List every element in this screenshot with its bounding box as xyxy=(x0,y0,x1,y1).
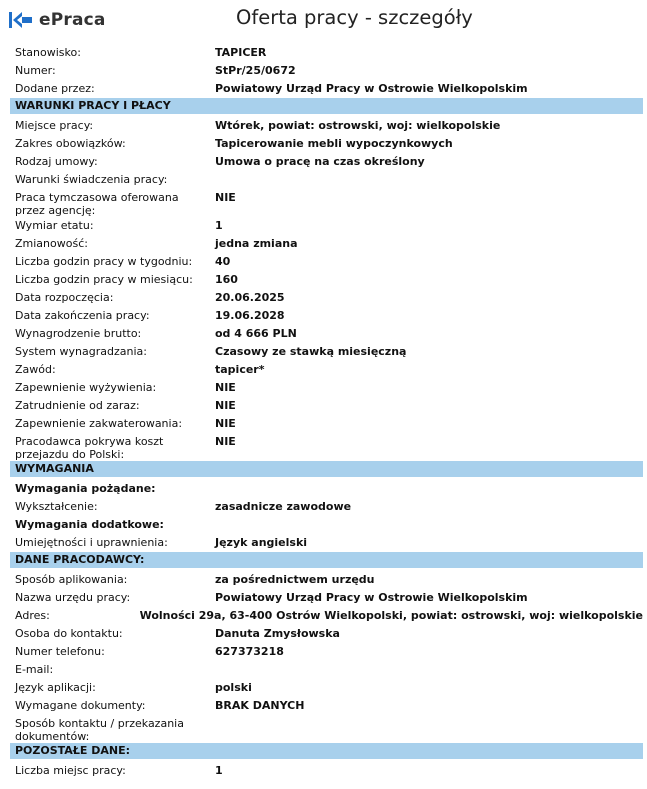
detail-label: Umiejętności i uprawnienia: xyxy=(15,536,168,549)
detail-value xyxy=(207,660,643,665)
detail-value: Danuta Zmysłowska xyxy=(215,627,340,640)
detail-value: Powiatowy Urząd Pracy w Ostrowie Wielkopolskim xyxy=(215,591,528,604)
detail-label: E-mail: xyxy=(15,663,54,676)
section-header-wymagania: WYMAGANIA xyxy=(10,461,643,477)
detail-value: StPr/25/0672 xyxy=(215,64,296,77)
detail-label: System wynagradzania: xyxy=(15,345,147,358)
detail-value: jedna zmiana xyxy=(215,237,298,250)
detail-value: 19.06.2028 xyxy=(215,309,285,322)
detail-row xyxy=(10,378,643,396)
detail-row xyxy=(10,288,643,306)
logo-text: ePraca xyxy=(39,10,106,30)
subheading-wymagania-pozadane xyxy=(10,479,643,497)
detail-row-stanowisko xyxy=(10,43,643,61)
offer-details xyxy=(10,43,643,779)
detail-row xyxy=(10,134,643,152)
detail-row xyxy=(10,606,643,624)
detail-row xyxy=(10,360,643,378)
detail-value: Tapicerowanie mebli wypoczynkowych xyxy=(215,137,453,150)
section-header-warunki: WARUNKI PRACY I PŁACY xyxy=(10,98,643,114)
detail-row xyxy=(10,170,643,188)
detail-value xyxy=(207,714,643,719)
detail-label: Zmianowość: xyxy=(15,237,88,250)
epraca-logo[interactable] xyxy=(8,8,106,32)
detail-row xyxy=(10,660,643,678)
detail-label: Zapewnienie zakwaterowania: xyxy=(15,417,183,430)
page-header xyxy=(0,0,647,40)
detail-row-dodane-przez xyxy=(10,79,643,97)
detail-label: Nazwa urzędu pracy: xyxy=(15,591,131,604)
detail-label: Adres: xyxy=(15,609,50,622)
detail-label: Warunki świadczenia pracy: xyxy=(15,173,168,186)
detail-value: Czasowy ze stawką miesięczną xyxy=(215,345,407,358)
detail-label: Zapewnienie wyżywienia: xyxy=(15,381,157,394)
page-title: Oferta pracy - szczegóły xyxy=(236,6,473,29)
subheading-wymagania-dodatkowe xyxy=(10,515,643,533)
detail-label: Sposób kontaktu / przekazania dokumentów: xyxy=(15,717,184,743)
detail-value: NIE xyxy=(215,381,236,394)
detail-row xyxy=(10,761,643,779)
detail-row xyxy=(10,188,643,216)
detail-row xyxy=(10,270,643,288)
detail-row xyxy=(10,396,643,414)
detail-value: Powiatowy Urząd Pracy w Ostrowie Wielkopolskim xyxy=(215,82,528,95)
detail-label: Liczba godzin pracy w miesiącu: xyxy=(15,273,193,286)
detail-label: Numer telefonu: xyxy=(15,645,105,658)
detail-label: Wykształcenie: xyxy=(15,500,98,513)
detail-label: Data zakończenia pracy: xyxy=(15,309,150,322)
detail-row xyxy=(10,696,643,714)
detail-value: Umowa o pracę na czas określony xyxy=(215,155,425,168)
detail-value: 627373218 xyxy=(215,645,284,658)
detail-value xyxy=(207,170,643,175)
section-header-dane-pracodawcy: DANE PRACODAWCY: xyxy=(10,552,643,568)
detail-row xyxy=(10,678,643,696)
detail-value: BRAK DANYCH xyxy=(215,699,305,712)
detail-row xyxy=(10,306,643,324)
detail-label: Numer: xyxy=(15,64,56,77)
detail-value: 40 xyxy=(215,255,231,268)
subheading-label: Wymagania dodatkowe: xyxy=(15,518,164,531)
detail-value: Język angielski xyxy=(215,536,308,549)
detail-label: Sposób aplikowania: xyxy=(15,573,128,586)
subheading-label: Wymagania pożądane: xyxy=(15,482,156,495)
detail-label: Osoba do kontaktu: xyxy=(15,627,123,640)
detail-row xyxy=(10,588,643,606)
detail-row xyxy=(10,533,643,551)
detail-value: NIE xyxy=(215,191,236,204)
detail-value: za pośrednictwem urzędu xyxy=(215,573,375,586)
detail-row xyxy=(10,116,643,134)
detail-row xyxy=(10,324,643,342)
detail-row xyxy=(10,342,643,360)
section-header-pozostale: POZOSTAŁE DANE: xyxy=(10,743,643,759)
detail-row xyxy=(10,252,643,270)
detail-label: Liczba miejsc pracy: xyxy=(15,764,126,777)
detail-label: Rodzaj umowy: xyxy=(15,155,98,168)
detail-value: NIE xyxy=(215,435,236,448)
detail-row xyxy=(10,432,643,460)
detail-label: Pracodawca pokrywa koszt przejazdu do Polski: xyxy=(15,435,164,461)
detail-label: Język aplikacji: xyxy=(15,681,96,694)
detail-value: zasadnicze zawodowe xyxy=(215,500,352,513)
detail-value: tapicer* xyxy=(215,363,265,376)
detail-label: Zawód: xyxy=(15,363,56,376)
detail-row xyxy=(10,570,643,588)
detail-row xyxy=(10,642,643,660)
detail-value: polski xyxy=(215,681,252,694)
detail-value: NIE xyxy=(215,399,236,412)
detail-row xyxy=(10,152,643,170)
detail-row-numer xyxy=(10,61,643,79)
detail-label: Miejsce pracy: xyxy=(15,119,94,132)
detail-label: Data rozpoczęcia: xyxy=(15,291,114,304)
detail-label: Liczba godzin pracy w tygodniu: xyxy=(15,255,193,268)
detail-label: Praca tymczasowa oferowana przez agencję: xyxy=(15,191,179,217)
detail-value: TAPICER xyxy=(215,46,267,59)
detail-row xyxy=(10,414,643,432)
detail-row xyxy=(10,714,643,742)
detail-label: Zakres obowiązków: xyxy=(15,137,126,150)
detail-label: Wymiar etatu: xyxy=(15,219,94,232)
detail-value: Wtórek, powiat: ostrowski, woj: wielkopolskie xyxy=(215,119,501,132)
detail-row xyxy=(10,234,643,252)
detail-value: 160 xyxy=(215,273,238,286)
detail-value: od 4 666 PLN xyxy=(215,327,297,340)
detail-row xyxy=(10,624,643,642)
detail-value: 1 xyxy=(215,764,223,777)
detail-label: Stanowisko: xyxy=(15,46,81,59)
detail-row xyxy=(10,497,643,515)
detail-label: Wymagane dokumenty: xyxy=(15,699,146,712)
epraca-logo-icon xyxy=(8,9,34,31)
detail-row xyxy=(10,216,643,234)
detail-value: NIE xyxy=(215,417,236,430)
detail-label: Dodane przez: xyxy=(15,82,95,95)
detail-label: Wynagrodzenie brutto: xyxy=(15,327,142,340)
detail-value: Wolności 29a, 63-400 Ostrów Wielkopolski, powiat: ostrowski, woj: wielkopolskie xyxy=(139,609,643,622)
detail-value: 20.06.2025 xyxy=(215,291,285,304)
detail-value: 1 xyxy=(215,219,223,232)
detail-label: Zatrudnienie od zaraz: xyxy=(15,399,140,412)
